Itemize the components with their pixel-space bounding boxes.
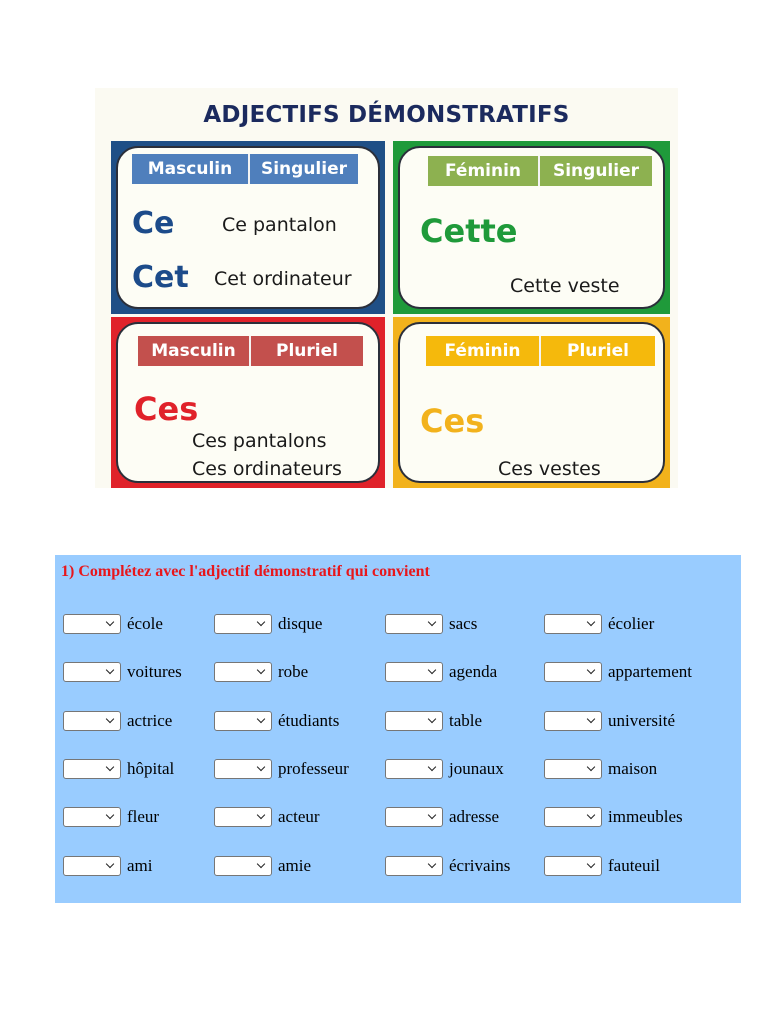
answer-select[interactable] [544,759,602,779]
noun-label: étudiants [278,711,340,730]
quadrant-header [428,156,652,186]
noun-label: agenda [449,662,498,681]
noun-label: fauteuil [608,856,660,875]
exercise-item [385,613,477,635]
answer-select[interactable] [385,759,443,779]
noun-label: disque [278,614,323,633]
noun-label: table [449,711,483,730]
exercise-item [544,806,683,828]
quadrant-header [132,154,358,184]
exercise-item [63,806,159,828]
card [116,322,380,483]
example-ce-pantalon: Ce pantalon [222,214,337,236]
noun-label: maison [608,759,658,778]
gender-label: Féminin [426,336,541,366]
noun-label: jounaux [449,759,504,778]
noun-label: écrivains [449,856,511,875]
exercise-item [544,758,657,780]
exercise-item [544,613,654,635]
form-ces: Ces [134,390,199,428]
answer-select[interactable] [63,662,121,682]
noun-label: professeur [278,759,349,778]
answer-select[interactable] [544,807,602,827]
exercise-item [63,758,174,780]
form-cette: Cette [420,212,518,250]
exercise-item [385,661,497,683]
noun-label: sacs [449,614,478,633]
demonstrative-adjectives-chart [95,88,678,488]
gender-label: Masculin [138,336,251,366]
exercise-item [214,613,322,635]
quadrant-masculin-singulier [111,141,385,314]
noun-label: ami [127,856,153,875]
answer-select[interactable] [544,856,602,876]
exercise-item [385,855,510,877]
answer-select[interactable] [214,807,272,827]
exercise-item [544,855,660,877]
answer-select[interactable] [385,711,443,731]
exercise-item [63,661,182,683]
form-cet: Cet [132,260,189,295]
answer-select[interactable] [214,614,272,634]
answer-select[interactable] [385,807,443,827]
noun-label: école [127,614,163,633]
number-label: Singulier [250,154,358,184]
card [116,146,380,309]
exercise-item [544,710,675,732]
exercise-panel [55,555,741,903]
gender-label: Féminin [428,156,540,186]
exercise-item [385,758,504,780]
noun-label: robe [278,662,309,681]
answer-select[interactable] [385,662,443,682]
answer-select[interactable] [544,711,602,731]
noun-label: appartement [608,662,693,681]
exercise-item [63,613,163,635]
exercise-item [63,710,172,732]
example-ces-ordinateurs: Ces ordinateurs [192,458,342,480]
exercise-item [214,710,339,732]
number-label: Pluriel [541,336,655,366]
form-ce: Ce [132,206,175,241]
answer-select[interactable] [385,856,443,876]
quadrant-feminin-pluriel [393,317,670,488]
answer-select[interactable] [214,759,272,779]
answer-select[interactable] [214,856,272,876]
noun-label: hôpital [127,759,175,778]
answer-select[interactable] [214,662,272,682]
noun-label: amie [278,856,312,875]
gender-label: Masculin [132,154,250,184]
example-cet-ordinateur: Cet ordinateur [214,268,352,290]
answer-select[interactable] [385,614,443,634]
chart-title: ADJECTIFS DÉMONSTRATIFS [203,102,570,128]
answer-select[interactable] [214,711,272,731]
exercise-title: 1) Complétez avec l'adjectif démonstratif qui convient [61,563,430,580]
answer-select[interactable] [63,711,121,731]
card [398,146,665,309]
noun-label: voitures [127,662,182,681]
number-label: Singulier [540,156,652,186]
answer-select[interactable] [544,662,602,682]
number-label: Pluriel [251,336,363,366]
noun-label: fleur [127,807,160,826]
answer-select[interactable] [63,614,121,634]
noun-label: adresse [449,807,500,826]
noun-label: acteur [278,807,320,826]
noun-label: université [608,711,676,730]
exercise-item [63,855,153,877]
exercise-item [544,661,692,683]
example-cette-veste: Cette veste [510,275,620,297]
example-ces-pantalons: Ces pantalons [192,430,327,452]
noun-label: actrice [127,711,173,730]
exercise-item [214,806,320,828]
answer-select[interactable] [63,759,121,779]
exercise-item [385,806,499,828]
quadrant-header [426,336,655,366]
exercise-item [214,758,349,780]
quadrant-masculin-pluriel [111,317,385,488]
quadrant-header [138,336,363,366]
answer-select[interactable] [63,807,121,827]
exercise-item [385,710,482,732]
exercise-item [214,855,311,877]
noun-label: écolier [608,614,655,633]
quadrant-feminin-singulier [393,141,670,314]
exercise-item [214,661,308,683]
answer-select[interactable] [544,614,602,634]
card [398,322,665,483]
noun-label: immeubles [608,807,683,826]
answer-select[interactable] [63,856,121,876]
form-ces: Ces [420,402,485,440]
example-ces-vestes: Ces vestes [498,458,601,480]
